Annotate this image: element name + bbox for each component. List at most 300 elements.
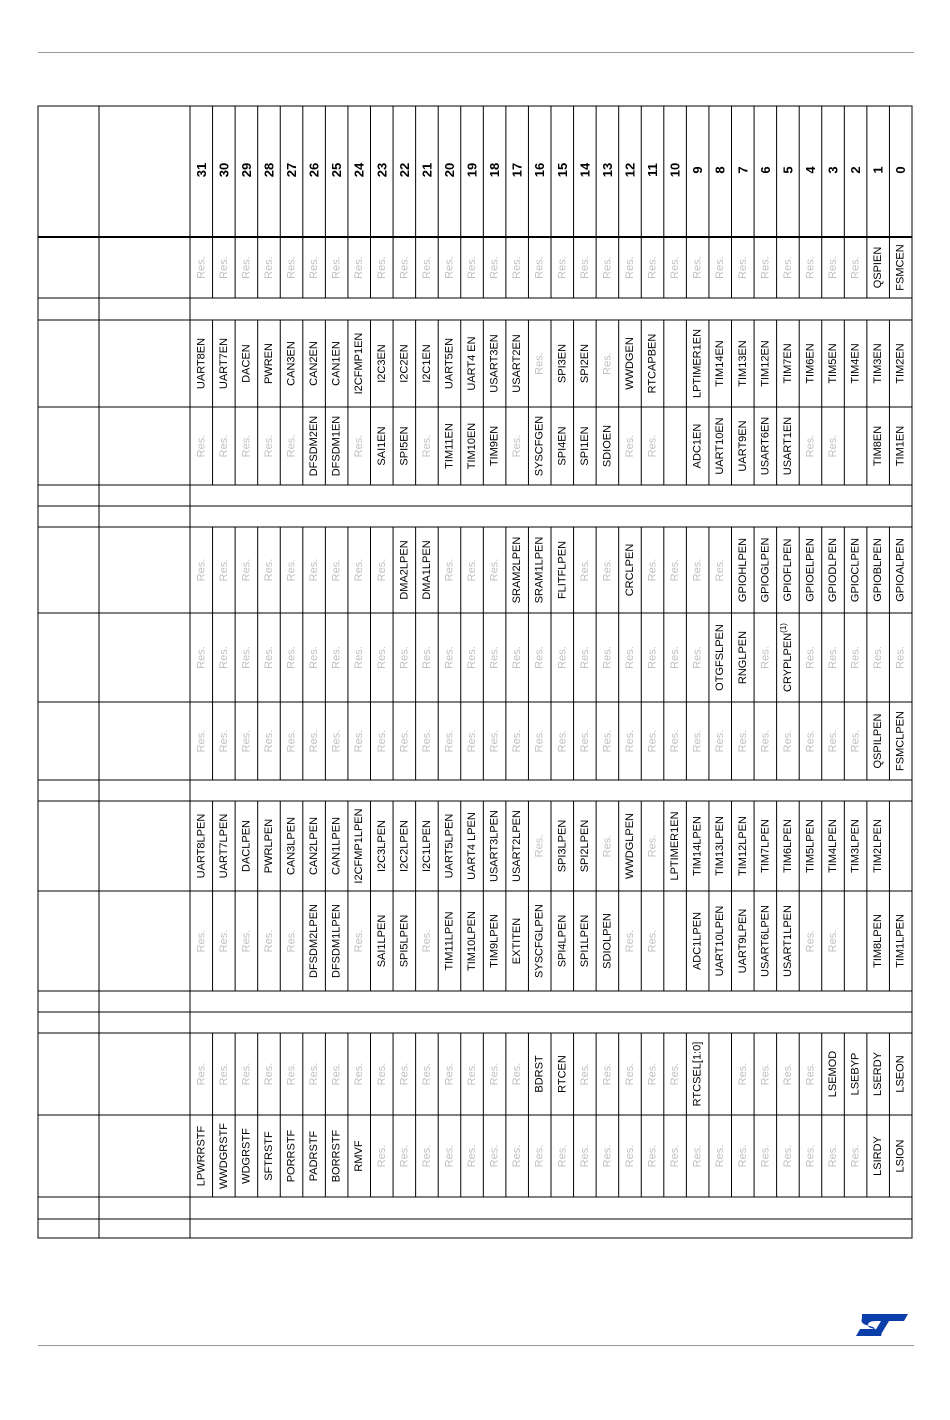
field-cell: USART2LPEN [511, 810, 524, 882]
field-cell: ADC1LPEN [691, 911, 704, 971]
reserved-cell: Res. [375, 1144, 388, 1168]
field-cell: TIM2EN [894, 343, 907, 384]
bit-number: 21 [419, 162, 435, 178]
reserved-cell: Res. [827, 929, 840, 953]
reserved-cell: Res. [578, 256, 591, 279]
field-cell: USART6LPEN [759, 905, 772, 977]
field-cell: GPIOALPEN [894, 538, 907, 602]
field-cell: USART1LPEN [781, 905, 794, 977]
field-cell: TIM11EN [443, 423, 456, 469]
reserved-cell: Res. [872, 646, 885, 669]
field-cell: SRAM2LPEN [511, 536, 524, 604]
field-cell: TIM11LPEN [443, 911, 456, 971]
field-cell: GPIOBLPEN [872, 538, 885, 602]
bit-number: 12 [622, 162, 638, 178]
reserved-cell: Res. [375, 1062, 388, 1086]
reserved-cell: Res. [262, 434, 275, 458]
reserved-cell: Res. [443, 256, 456, 279]
field-cell: TIM13EN [736, 340, 749, 387]
field-cell: SDIOEN [601, 424, 614, 468]
reserved-cell: Res. [488, 256, 501, 279]
reserved-cell: Res. [262, 1062, 275, 1086]
bit-number: 10 [667, 162, 683, 178]
reserved-cell: Res. [827, 434, 840, 458]
field-cell: LPWRRSTF [195, 1125, 208, 1187]
field-cell: SAI1EN [375, 426, 388, 466]
field-cell: SPI1EN [578, 426, 591, 466]
reserved-cell: Res. [736, 256, 749, 279]
bit-number: 6 [757, 166, 773, 174]
reserved-cell: Res. [195, 434, 208, 458]
field-cell: LSEMOD [827, 1050, 840, 1098]
reserved-cell: Res. [533, 1144, 546, 1168]
reserved-cell: Res. [646, 558, 659, 582]
bit-number: 25 [329, 162, 345, 178]
reserved-cell: Res. [714, 1144, 727, 1168]
reserved-cell: Res. [488, 1062, 501, 1086]
field-cell: CRYPLPEN$^{(1)}$ [778, 623, 794, 692]
reserved-cell: Res. [240, 929, 253, 953]
reserved-cell: Res. [285, 729, 298, 753]
reserved-cell: Res. [353, 729, 366, 753]
reserved-cell: Res. [375, 646, 388, 669]
field-cell: UART8EN [195, 337, 208, 390]
reserved-cell: Res. [511, 1062, 524, 1086]
reserved-cell: Res. [781, 256, 794, 279]
field-cell: SPI3LPEN [556, 819, 569, 873]
bit-number: 27 [284, 162, 300, 178]
reserved-cell: Res. [669, 729, 682, 753]
bit-number: 9 [690, 166, 706, 174]
reserved-cell: Res. [398, 1144, 411, 1168]
reserved-cell: Res. [443, 729, 456, 753]
reserved-cell: Res. [804, 1062, 817, 1086]
field-cell: I2C3EN [375, 344, 388, 383]
field-cell: UART10LPEN [714, 905, 727, 977]
reserved-cell: Res. [330, 1062, 343, 1086]
reserved-cell: Res. [443, 1144, 456, 1168]
field-cell: TIM6EN [804, 343, 817, 384]
reserved-cell: Res. [601, 256, 614, 279]
reserved-cell: Res. [849, 729, 862, 753]
reserved-cell: Res. [443, 1062, 456, 1086]
reserved-cell: Res. [804, 646, 817, 669]
field-cell: TIM3EN [872, 343, 885, 384]
reserved-cell: Res. [623, 1062, 636, 1086]
reserved-cell: Res. [646, 256, 659, 279]
reserved-cell: Res. [669, 558, 682, 582]
reserved-cell: Res. [262, 729, 275, 753]
reserved-cell: Res. [217, 646, 230, 669]
field-cell: CAN2LPEN [308, 816, 321, 876]
reserved-cell: Res. [466, 256, 479, 279]
field-cell: TIM1EN [894, 425, 907, 467]
reserved-cell: Res. [217, 558, 230, 582]
field-cell: SPI2EN [578, 343, 591, 384]
field-cell: SPI4LPEN [556, 914, 569, 968]
field-cell: GPIOHLPEN [736, 537, 749, 603]
field-cell: USART2EN [511, 334, 524, 393]
field-cell: UART9LPEN [736, 908, 749, 974]
field-cell: I2C1LPEN [420, 820, 433, 872]
field-cell: WDGRSTF [240, 1128, 253, 1184]
reserved-cell: Res. [353, 929, 366, 953]
reserved-cell: Res. [556, 1144, 569, 1168]
reserved-cell: Res. [398, 1062, 411, 1086]
reserved-cell: Res. [375, 729, 388, 753]
reserved-cell: Res. [623, 929, 636, 953]
reserved-cell: Res. [578, 1062, 591, 1086]
reserved-cell: Res. [195, 729, 208, 753]
reserved-cell: Res. [827, 1144, 840, 1168]
field-cell: GPIODLPEN [827, 537, 840, 603]
reserved-cell: Res. [827, 646, 840, 669]
reserved-cell: Res. [398, 646, 411, 669]
reserved-cell: Res. [691, 646, 704, 669]
field-cell: DMA2LPEN [398, 540, 411, 600]
field-cell: CAN3EN [285, 341, 298, 386]
field-cell: SYSCFGEN [533, 415, 546, 477]
reserved-cell: Res. [669, 646, 682, 669]
field-cell: QSPIEN [872, 246, 885, 289]
field-cell: PWREN [262, 343, 275, 384]
reserved-cell: Res. [398, 729, 411, 753]
reserved-cell: Res. [195, 929, 208, 953]
reserved-cell: Res. [420, 729, 433, 753]
reserved-cell: Res. [262, 646, 275, 669]
footer-rule [38, 1345, 914, 1346]
reserved-cell: Res. [804, 434, 817, 458]
field-cell: DFSDM2EN [308, 415, 321, 477]
reserved-cell: Res. [623, 646, 636, 669]
reserved-cell: Res. [601, 352, 614, 375]
field-cell: SPI1LPEN [578, 914, 591, 968]
reserved-cell: Res. [714, 729, 727, 753]
field-cell: TIM4LPEN [827, 819, 840, 873]
reserved-cell: Res. [601, 1062, 614, 1086]
reserved-cell: Res. [330, 646, 343, 669]
field-cell: LPTIMER1EN [669, 811, 682, 881]
reserved-cell: Res. [217, 434, 230, 458]
bit-number: 22 [396, 162, 412, 178]
reserved-cell: Res. [330, 558, 343, 582]
field-cell: LSEBYP [849, 1052, 862, 1096]
bit-number: 31 [193, 162, 209, 178]
field-cell: UART10EN [714, 417, 727, 475]
reserved-cell: Res. [533, 729, 546, 753]
field-cell: OTGFSLPEN [714, 624, 727, 691]
field-cell: DACLPEN [240, 820, 253, 872]
reserved-cell: Res. [578, 646, 591, 669]
reserved-cell: Res. [578, 729, 591, 753]
reserved-cell: Res. [623, 434, 636, 458]
reserved-cell: Res. [827, 256, 840, 279]
reserved-cell: Res. [285, 558, 298, 582]
field-cell: I2CFMP1LPEN [353, 808, 366, 884]
reserved-cell: Res. [736, 1062, 749, 1086]
reserved-cell: Res. [240, 558, 253, 582]
reserved-cell: Res. [420, 929, 433, 953]
reserved-cell: Res. [804, 929, 817, 953]
reserved-cell: Res. [330, 256, 343, 279]
field-cell: TIM2LPEN [872, 819, 885, 873]
bit-number: 11 [645, 163, 661, 177]
field-cell: DFSDM1LPEN [330, 904, 343, 978]
field-cell: TIM5EN [827, 343, 840, 384]
reserved-cell: Res. [894, 646, 907, 669]
reserved-cell: Res. [262, 929, 275, 953]
field-cell: GPIOCLPEN [849, 537, 862, 603]
reserved-cell: Res. [691, 256, 704, 279]
reserved-cell: Res. [195, 256, 208, 279]
reserved-cell: Res. [466, 558, 479, 582]
reserved-cell: Res. [308, 646, 321, 669]
reserved-cell: Res. [533, 256, 546, 279]
field-cell: WWDGRSTF [217, 1123, 230, 1189]
field-cell: CRCLPEN [623, 543, 636, 597]
reserved-cell: Res. [353, 434, 366, 458]
reserved-cell: Res. [578, 1144, 591, 1168]
reserved-cell: Res. [646, 1144, 659, 1168]
field-cell: DMA1LPEN [420, 540, 433, 600]
bit-number: 29 [238, 162, 254, 178]
reserved-cell: Res. [466, 646, 479, 669]
reserved-cell: Res. [420, 646, 433, 669]
field-cell: BORRSTF [330, 1129, 343, 1183]
field-cell: TIM14EN [714, 340, 727, 387]
reserved-cell: Res. [556, 646, 569, 669]
bit-number: 16 [532, 162, 548, 178]
field-cell: SPI2LPEN [578, 819, 591, 873]
reserved-cell: Res. [466, 729, 479, 753]
reserved-cell: Res. [443, 558, 456, 582]
field-cell: TIM12LPEN [736, 816, 749, 876]
field-cell: DFSDM1EN [330, 415, 343, 477]
reserved-cell: Res. [736, 1144, 749, 1168]
field-cell: RNGLPEN [736, 630, 749, 685]
field-cell: TIM7EN [781, 343, 794, 384]
reserved-cell: Res. [217, 729, 230, 753]
reserved-cell: Res. [601, 646, 614, 669]
field-cell: USART1EN [781, 416, 794, 476]
field-cell: DACEN [240, 344, 253, 383]
field-cell: TIM6LPEN [781, 819, 794, 873]
field-cell: UART4 EN [466, 336, 479, 391]
reserved-cell: Res. [466, 1144, 479, 1168]
reserved-cell: Res. [556, 729, 569, 753]
reserved-cell: Res. [285, 256, 298, 279]
reserved-cell: Res. [759, 646, 772, 669]
field-cell: SPI4EN [556, 426, 569, 466]
reserved-cell: Res. [420, 256, 433, 279]
field-cell: GPIOFLPEN [781, 538, 794, 602]
field-cell: UART5EN [443, 337, 456, 390]
reserved-cell: Res. [217, 1062, 230, 1086]
field-cell: SDIOLPEN [601, 913, 614, 969]
reserved-cell: Res. [217, 256, 230, 279]
field-cell: CAN1EN [330, 341, 343, 386]
reserved-cell: Res. [533, 352, 546, 375]
reserved-cell: Res. [240, 434, 253, 458]
reserved-cell: Res. [669, 256, 682, 279]
field-cell: USART3LPEN [488, 810, 501, 882]
field-cell: UART4 LPEN [466, 812, 479, 880]
reserved-cell: Res. [849, 1144, 862, 1168]
reserved-cell: Res. [353, 558, 366, 582]
field-cell: PORRSTF [285, 1129, 298, 1183]
reserved-cell: Res. [240, 729, 253, 753]
reserved-cell: Res. [443, 646, 456, 669]
reserved-cell: Res. [262, 558, 275, 582]
bit-number: 17 [509, 162, 525, 178]
reserved-cell: Res. [849, 256, 862, 279]
field-cell: TIM3LPEN [849, 819, 862, 873]
reserved-cell: Res. [353, 646, 366, 669]
bit-number: 20 [441, 162, 457, 178]
reserved-cell: Res. [466, 1062, 479, 1086]
reserved-cell: Res. [375, 558, 388, 582]
field-cell: SYSCFGLPEN [533, 904, 546, 978]
reserved-cell: Res. [578, 558, 591, 582]
field-cell: TIM4EN [849, 343, 862, 384]
field-cell: TIM8LPEN [872, 914, 885, 968]
bit-number: 7 [735, 166, 751, 174]
field-cell: LSEON [894, 1055, 907, 1093]
field-cell: UART7LPEN [217, 813, 230, 879]
reserved-cell: Res. [420, 1062, 433, 1086]
field-cell: I2C2LPEN [398, 820, 411, 872]
reserved-cell: Res. [330, 729, 343, 753]
field-cell: UART5LPEN [443, 813, 456, 879]
field-cell: I2C3LPEN [375, 820, 388, 872]
reserved-cell: Res. [601, 1144, 614, 1168]
field-cell: USART6EN [759, 416, 772, 476]
reserved-cell: Res. [736, 729, 749, 753]
field-cell: WWDGLPEN [623, 813, 636, 879]
reserved-cell: Res. [714, 256, 727, 279]
reserved-cell: Res. [601, 834, 614, 858]
field-cell: TIM12EN [759, 340, 772, 387]
reserved-cell: Res. [804, 729, 817, 753]
reserved-cell: Res. [511, 434, 524, 458]
reserved-cell: Res. [804, 1144, 817, 1168]
reserved-cell: Res. [375, 256, 388, 279]
bit-number: 19 [464, 162, 480, 178]
field-cell: EXTITEN [511, 917, 524, 965]
reserved-cell: Res. [759, 1144, 772, 1168]
bit-number: 28 [261, 162, 277, 178]
reserved-cell: Res. [646, 834, 659, 858]
field-cell: TIM14LPEN [691, 816, 704, 876]
reserved-cell: Res. [308, 558, 321, 582]
reserved-cell: Res. [240, 646, 253, 669]
reserved-cell: Res. [623, 729, 636, 753]
field-cell: UART7EN [217, 337, 230, 390]
bit-number: 3 [825, 166, 841, 174]
field-cell: QSPILPEN [872, 713, 885, 769]
field-cell: LSIRDY [872, 1136, 885, 1176]
reserved-cell: Res. [759, 256, 772, 279]
reserved-cell: Res. [240, 1062, 253, 1086]
field-cell: SPI3EN [556, 343, 569, 384]
field-cell: FLITFLPEN [556, 540, 569, 600]
bit-number: 8 [712, 166, 728, 174]
field-cell: CAN2EN [308, 341, 321, 386]
reserved-cell: Res. [533, 834, 546, 858]
field-cell: CAN3LPEN [285, 816, 298, 876]
reserved-cell: Res. [804, 256, 817, 279]
reserved-cell: Res. [285, 1062, 298, 1086]
reserved-cell: Res. [195, 646, 208, 669]
reserved-cell: Res. [646, 1062, 659, 1086]
field-cell: LSION [894, 1139, 907, 1173]
field-cell: UART8LPEN [195, 813, 208, 879]
bit-number: 2 [848, 166, 864, 174]
field-cell: BDRST [533, 1055, 546, 1093]
reserved-cell: Res. [511, 729, 524, 753]
reserved-cell: Res. [646, 929, 659, 953]
field-cell: I2C2EN [398, 344, 411, 383]
field-cell: TIM9LPEN [488, 914, 501, 968]
reserved-cell: Res. [556, 256, 569, 279]
reserved-cell: Res. [488, 729, 501, 753]
reserved-cell: Res. [601, 729, 614, 753]
reserved-cell: Res. [601, 558, 614, 582]
field-cell: SPI5EN [398, 426, 411, 466]
reserved-cell: Res. [488, 558, 501, 582]
field-cell: TIM13LPEN [714, 816, 727, 876]
reserved-cell: Res. [691, 1144, 704, 1168]
bit-number: 26 [306, 162, 322, 178]
field-cell: I2CFMP1EN [353, 332, 366, 395]
reserved-cell: Res. [308, 729, 321, 753]
field-cell: TIM10EN [466, 422, 479, 470]
field-cell: SPI5LPEN [398, 914, 411, 968]
field-cell: CAN1LPEN [330, 816, 343, 876]
bit-number: 14 [577, 162, 593, 178]
bit-number: 23 [374, 162, 390, 178]
field-cell: USART3EN [488, 334, 501, 393]
bit-number: 13 [599, 162, 615, 178]
reserved-cell: Res. [849, 646, 862, 669]
reserved-cell: Res. [691, 558, 704, 582]
field-cell: TIM5LPEN [804, 819, 817, 873]
field-cell: TIM9EN [488, 425, 501, 467]
field-cell: TIM7LPEN [759, 819, 772, 873]
field-cell: SFTRSTF [262, 1131, 275, 1181]
reserved-cell: Res. [669, 1062, 682, 1086]
field-cell: WWDGEN [623, 337, 636, 390]
reserved-cell: Res. [669, 1144, 682, 1168]
field-cell: FSMCLPEN [894, 711, 907, 771]
reserved-cell: Res. [488, 646, 501, 669]
field-cell: TIM10LPEN [466, 911, 479, 971]
reserved-cell: Res. [533, 646, 546, 669]
field-cell: FSMCEN [894, 244, 907, 291]
reserved-cell: Res. [285, 929, 298, 953]
field-cell: I2C1EN [420, 344, 433, 383]
field-cell: RTCEN [556, 1055, 569, 1093]
reserved-cell: Res. [240, 256, 253, 279]
bit-number: 15 [554, 162, 570, 178]
field-cell: SRAM1LPEN [533, 536, 546, 604]
reserved-cell: Res. [691, 729, 704, 753]
reserved-cell: Res. [285, 434, 298, 458]
field-cell: TIM8EN [872, 425, 885, 467]
reserved-cell: Res. [714, 558, 727, 582]
bit-number: 1 [870, 166, 886, 174]
reserved-cell: Res. [511, 256, 524, 279]
